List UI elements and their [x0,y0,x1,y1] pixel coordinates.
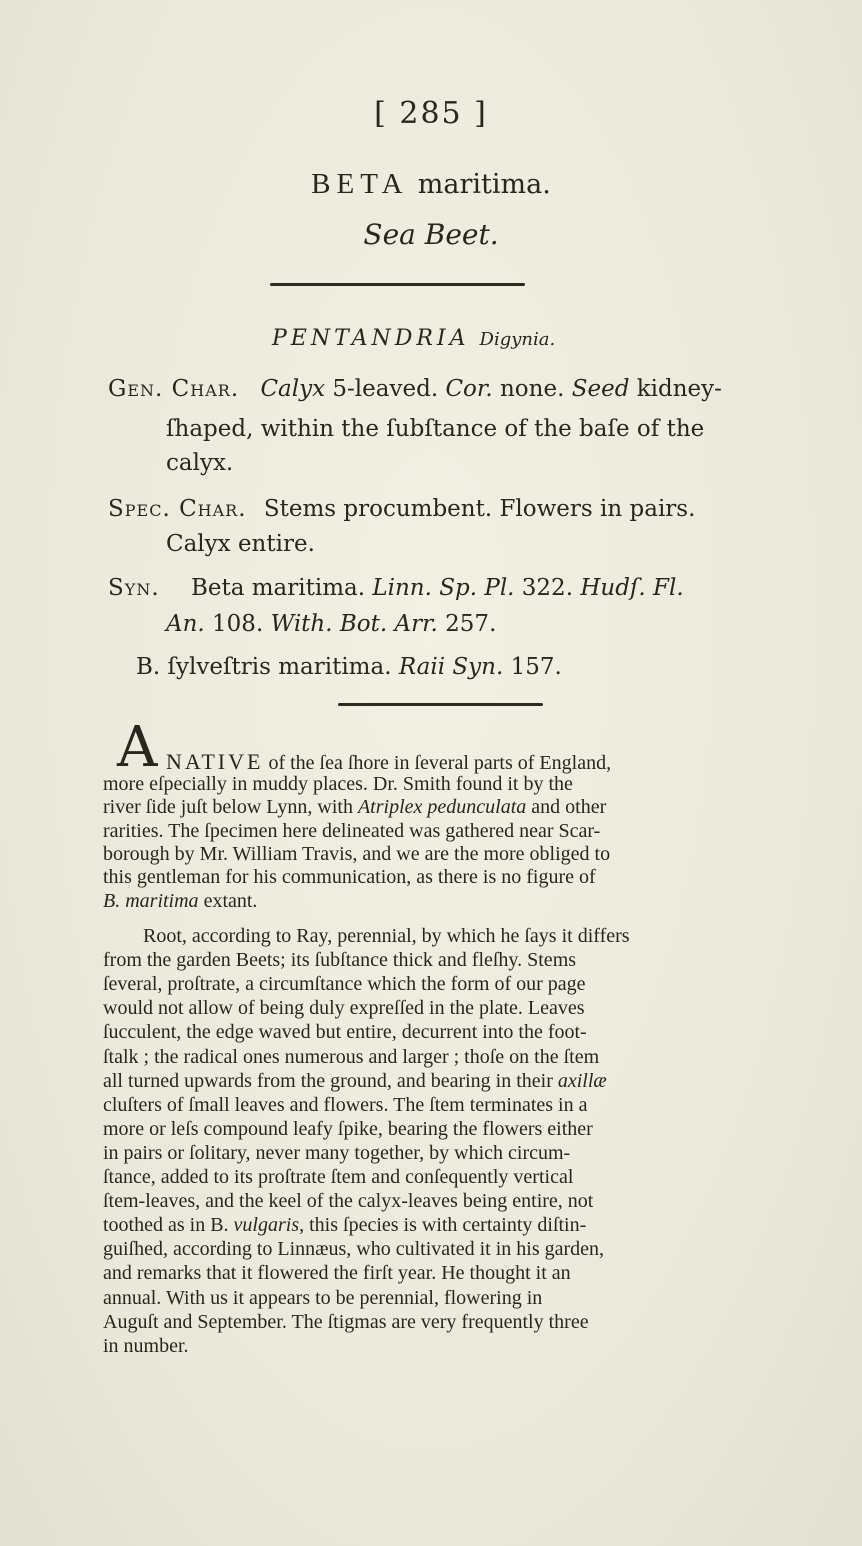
order-name: Digynia. [479,329,556,350]
text-line: in number. [103,1334,189,1357]
text-line: ſucculent, the edge waved but entire, decurrent into the foot- [103,1021,587,1044]
syn-text: Beta maritima. [190,575,373,601]
spec-char-line-2: Calyx entire. [166,531,315,557]
text-line: ſtance, added to its proſtrate ſtem and conſequently vertical [103,1166,574,1188]
text-line: Auguſt and September. The ſtigmas are very frequently three [103,1310,589,1333]
spec-char-label: Spec. Char. [108,496,247,522]
gen-char-text: Cor. [445,376,493,402]
text-line: guiſhed, according to Linnæus, who cultivated it in his garden, [103,1238,605,1261]
text-line: B. maritima extant. [103,889,258,912]
syn-label: Syn. [108,575,160,601]
gen-char-text: Seed [571,376,630,402]
syn-text: 157. [503,654,562,680]
text-line: more or leſs compound leafy ſpike, bearing the flowers either [103,1117,593,1140]
text-line: more eſpecially in muddy places. Dr. Smith found it by the [103,773,573,795]
text-line: in pairs or ſolitary, never many together, by which circum- [103,1141,571,1164]
syn-line-1 [108,571,684,606]
text-line: borough by Mr. William Travis, and we are the more obliged to [103,842,611,865]
linnaean-classification [272,326,555,351]
syn-text: 108. [204,611,271,637]
text-line: toothed as in B. vulgaris, this ſpecies is with certainty diſtin- [103,1214,587,1237]
section-divider [338,703,543,706]
syn-text: 322. [514,575,581,601]
text-line: annual. With us it appears to be perennial, flowering in [103,1286,543,1309]
text-line: rarities. The ſpecimen here delineated was gathered near Scar- [103,819,601,842]
syn-text: With. Bot. Arr. [270,611,438,637]
syn-text: Hudſ. Fl. [580,575,684,601]
text-line: Root, according to Ray, perennial, by which he ſays it differs [143,925,630,947]
gen-char-text: Calyx [260,376,326,402]
class-name: PENTANDRIA [272,326,470,351]
gen-char-text: none. [492,376,572,402]
text-line: river ſide juſt below Lynn, with Atriplex pedunculata and other [103,796,607,819]
common-name: Sea Beet. [363,218,499,251]
drop-cap: A [117,715,158,780]
text-line: ſtalk ; the radical ones numerous and larger ; thoſe on the ſtem [103,1045,600,1068]
gen-char-text: kidney- [629,376,722,402]
paragraph-1-caps: NATIVE [166,749,264,774]
text-line: and remarks that it flowered the firſt year. He thought it an [103,1262,571,1285]
text-line: cluſters of ſmall leaves and flowers. The ſtem terminates in a [103,1093,588,1116]
text-line: all turned upwards from the ground, and bearing in their axillæ [103,1069,607,1092]
gen-char-line-1 [108,372,722,407]
species-name: maritima. [417,169,551,200]
spec-char-line-1 [108,492,695,527]
gen-char-line-3: calyx. [166,450,234,476]
text-line: this gentleman for his communication, as there is no figure of [103,866,596,889]
paragraph-1-text: of the ſea ſhore in ſeveral parts of England, [263,752,612,774]
syn-text: Linn. Sp. Pl. [372,575,515,601]
gen-char-text: 5-leaved. [325,376,446,402]
text-line: from the garden Beets; its ſubſtance thick and fleſhy. Stems [103,949,577,972]
text-line: would not allow of being duly expreſſed in the plate. Leaves [103,997,585,1020]
page-title [0,166,862,201]
text-line: ſtem-leaves, and the keel of the calyx-leaves being entire, not [103,1190,594,1213]
genus-name: BETA [311,168,409,200]
gen-char-line-2: ſhaped, within the ſubſtance of the baſe of the [166,416,705,442]
spec-char-text: Stems procumbent. Flowers in pairs. [263,496,696,522]
syn-text: Raii Syn. [398,654,504,680]
page-number: [ 285 ] [374,96,488,131]
syn-text: An. [166,611,205,637]
syn-line-3 [136,650,562,685]
syn-line-2 [166,607,496,642]
title-divider [270,283,525,286]
gen-char-label: Gen. Char. [108,376,240,402]
syn-text: B. ſylveſtris maritima. [136,654,399,680]
syn-text: 257. [437,611,497,637]
text-line: ſeveral, proſtrate, a circumſtance which the form of our page [103,973,586,996]
